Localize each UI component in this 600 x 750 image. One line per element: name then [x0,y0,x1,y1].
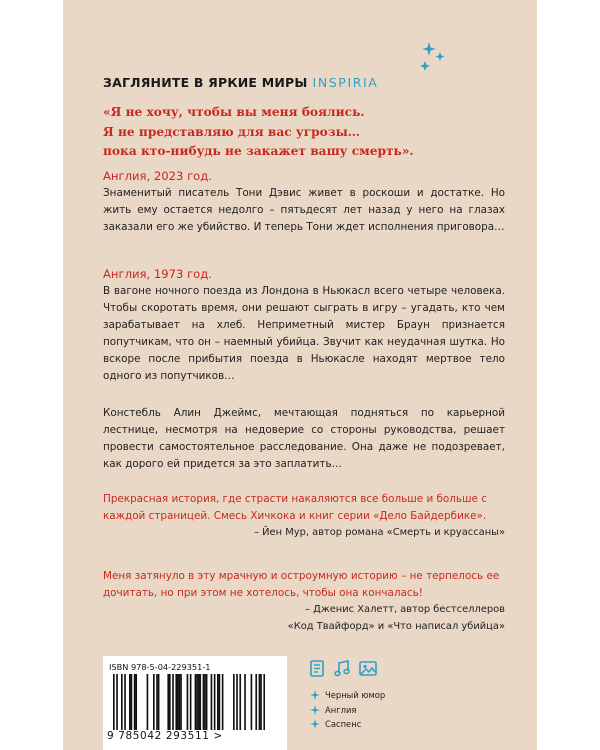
barcode-bar [134,674,136,730]
barcode-bar [169,674,171,730]
review-2-author-line1: – Дженис Халетт, автор бестселлеров [305,604,505,616]
barcode-bar [260,674,262,730]
book-icon [309,660,325,677]
section-constable [103,405,505,473]
barcode-bar [195,674,197,730]
barcode-bar [217,674,219,730]
barcode-bar [124,674,126,730]
star-icon [310,690,320,700]
section-2023-text: Знаменитый писатель Тони Дэвис живет в роскоши и достатке. Но жить ему остается недолго – пятьдесят лет назад у него на глазах заказали его же убийство. И теперь Тони ждет исполнения приговора… [103,187,505,233]
barcode-panel [103,656,287,750]
barcode-digits: 9 785042 293511 > [107,730,223,742]
brand-name: INSPIRIA [312,75,379,90]
barcode-bar [135,674,137,730]
barcode-bar [204,674,206,730]
isbn-label: ISBN 978-5-04-229351-1 [109,662,211,672]
barcode-bar [167,674,169,730]
barcode-bar [153,674,155,730]
genre-tag-label: Англия [325,704,357,715]
barcode-bar [131,674,133,730]
barcode-bar [177,674,179,730]
barcode-bar [214,674,216,730]
section-1973-text: В вагоне ночного поезда из Лондона в Ньюкасл всего четыре человека. Чтобы скоротать время, они решают сыграть в игру – угадать, кто чем зарабатывает на хлеб. Неприметный мистер Браун признается попутчикам, что он – наемный убийца. Звучит как неудачная шутка. Но вскоре после прибытия поезда в Ньюкасле находят мертвое тело одного из попутчиков… [103,285,505,382]
barcode-bar [190,674,192,730]
barcode-bar [233,674,235,730]
barcode-bar [113,674,115,730]
barcode [113,674,265,730]
barcode-bar [211,674,213,730]
barcode-bar [239,674,241,730]
section-2023 [103,168,505,236]
review-2-text: Меня затянуло в эту мрачную и остроумную историю – не терпелось ее дочитать, но при этом не хотелось, чтобы она кончалась! [103,570,500,600]
sparkle-icon [417,42,447,76]
barcode-bar [187,674,189,730]
music-note-icon [334,660,350,677]
book-back-cover [63,0,537,750]
barcode-bar [196,674,198,730]
barcode-bar [251,674,253,730]
review-1-text: Прекрасная история, где страсти накаляются все больше и больше с каждой страницей. Смесь Хичкока и книг серии «Дело Байдербике». [103,493,487,523]
genre-tag-label: Черный юмор [325,690,386,701]
barcode-bar [121,674,123,730]
genre-tags [310,688,385,732]
series-title: ЗАГЛЯНИТЕ В ЯРКИЕ МИРЫ [103,75,308,90]
review-1 [103,491,505,542]
barcode-bar [244,674,246,730]
barcode-bar [203,674,205,730]
barcode-bar [259,674,261,730]
genre-tag [310,703,385,718]
genre-tag [310,688,385,703]
format-icons [309,660,377,677]
review-2-author-line2: «Код Твайфорд» и «Что написал убийца» [287,620,505,632]
barcode-bar [156,674,158,730]
section-2023-lead: Англия, 2023 год. [103,169,212,183]
star-icon [310,719,320,729]
barcode-bar [179,674,181,730]
barcode-bar [206,674,208,730]
barcode-bar [263,674,265,730]
genre-tag-label: Саспенс [325,719,362,730]
barcode-bar [129,674,131,730]
section-constable-text: Констебль Алин Джеймс, мечтающая подняться по карьерной лестнице, несмотря на недоверие со стороны руководства, решает провести самостоятельное расследование. Она даже не подозревает, как дорого ей придется за это заплатить… [103,407,505,470]
section-1973 [103,266,505,384]
genre-tag [310,717,385,732]
barcode-bar [147,674,149,730]
star-icon [310,705,320,715]
series-header [103,75,378,90]
barcode-bar [219,674,221,730]
barcode-bar [236,674,238,730]
tagline-quote: «Я не хочу, чтобы вы меня боялись. Я не представляю для вас угрозы… пока кто-нибудь не закажет вашу смерть». [103,105,414,158]
review-1-author: – Йен Мур, автор романа «Смерть и круассаны» [254,527,505,539]
section-1973-lead: Англия, 1973 год. [103,267,212,281]
barcode-bar [198,674,200,730]
barcode-bar [199,674,201,730]
barcode-bar [180,674,182,730]
barcode-bar [172,674,174,730]
barcode-bar [175,674,177,730]
review-2 [103,568,505,635]
barcode-bar [116,674,118,730]
barcode-bar [158,674,160,730]
barcode-bar [222,674,224,730]
image-icon [359,660,377,677]
barcode-bar [255,674,257,730]
